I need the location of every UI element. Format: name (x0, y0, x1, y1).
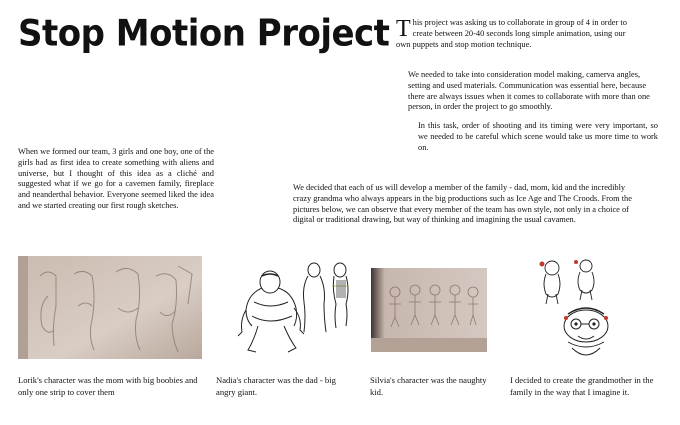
intro-paragraph-1-text: his project was asking us to collaborate in group of 4 in order to create between 20-40 seconds long simple animation, using our own puppets and stop motion technique. (396, 18, 627, 49)
mom-sketch-photo (18, 256, 202, 359)
drop-cap: T (396, 16, 411, 42)
family-paragraph: We decided that each of us will develop a member of the family - dad, mom, kid and the incredibly crazy grandma who always appears in the big productions such as Ice Age and The Croods. From the pictures below, we can observe that every member of the team has own style, not only in a choice of digital or traditional drawing, but way of thinking and imagining the usual cavamen. (293, 183, 632, 225)
grandma-drawing (528, 256, 628, 368)
intro-paragraph-1 (396, 18, 628, 50)
caption-grandma: I decided to create the grandmother in the family in the way that I imagine it. (510, 375, 654, 397)
kid-sketch-photo (371, 268, 487, 352)
intro-paragraph-3: In this task, order of shooting and its timing were very important, so we needed to be careful which scene would take us more time to work on. (418, 121, 658, 152)
caption-kid: Silvia's character was the naughty kid. (370, 375, 487, 397)
intro-paragraph-2: We needed to take into consideration model making, camerva angles, setting and used materials. Communication was essential here, because there are always issues when it comes to collaborate with more than one person, in order the project to go smoothly. (408, 70, 650, 112)
caption-mom: Lorik's character was the mom with big boobies and only one strip to cover them (18, 375, 198, 397)
team-paragraph: When we formed our team, 3 girls and one boy, one of the girls had as first idea to create something with aliens and universe, but I thought of this idea as a cliché and suggested what if we go for a cavemen family, fireplace and neanderthal behavior. Everyone seemed liked the idea and we started creating our first rough sketches. (18, 147, 214, 210)
dad-drawing (228, 256, 358, 364)
page-title: Stop Motion Project (18, 12, 390, 56)
caption-dad: Nadia's character was the dad - big angry giant. (216, 375, 336, 397)
